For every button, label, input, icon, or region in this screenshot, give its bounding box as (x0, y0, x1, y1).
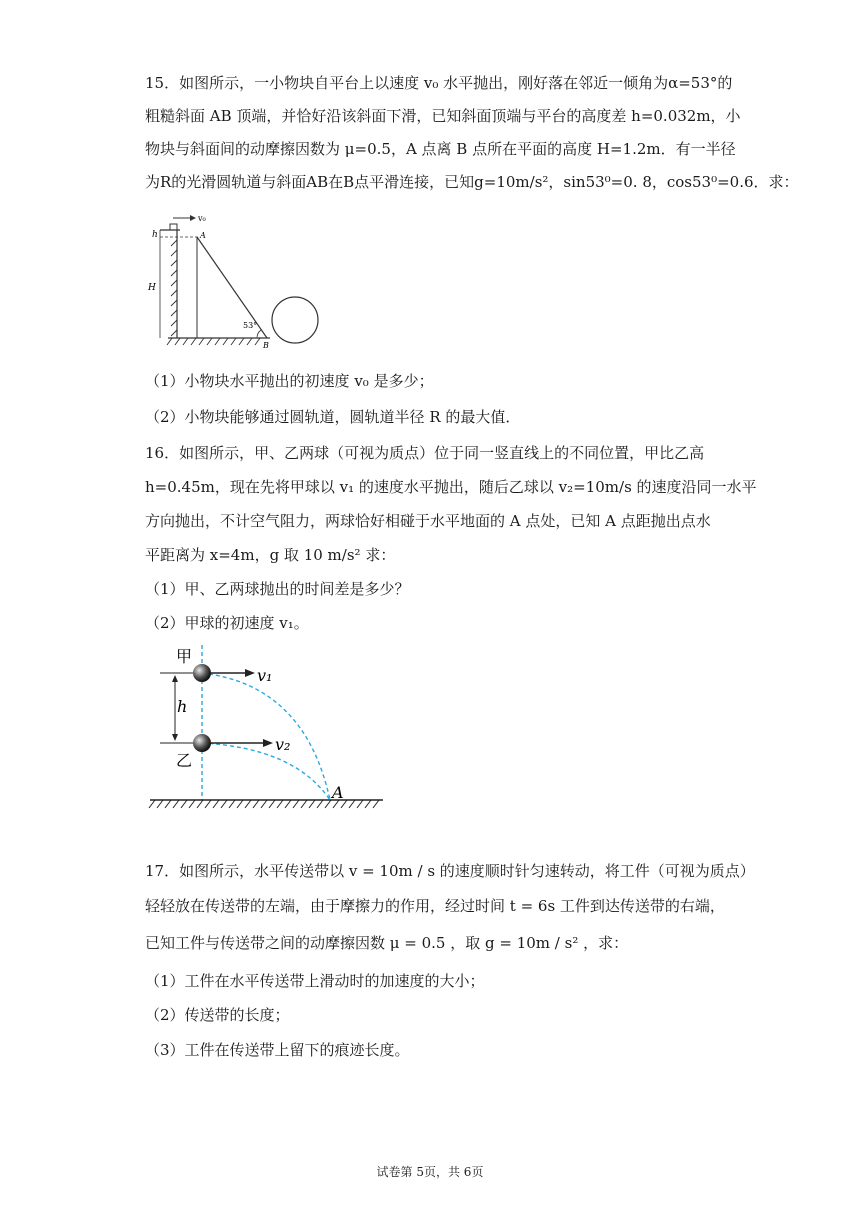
q17-sub-2: （2）传送带的长度； (145, 1006, 290, 1024)
q15-line-4: 为R的光滑圆轨道与斜面AB在B点平滑连接，已知g=10m/s²，sin53⁰=0. 8，cos53⁰=0.6．求： (145, 173, 799, 191)
page-footer: 试卷第 5页，共 6页 (376, 1165, 484, 1179)
q16-label-v2: v₂ (275, 735, 291, 754)
q15-sub-2: （2）小物块能够通过圆轨道，圆轨道半径 R 的最大值． (145, 408, 521, 426)
q16-line-4: 平距离为 x=4m，g 取 10 m/s² 求： (145, 546, 396, 564)
q15-line-2: 粗糙斜面 AB 顶端，并恰好沿该斜面下滑，已知斜面顶端与平台的高度差 h=0.032m，小 (145, 107, 741, 125)
q15-label-B: B (263, 341, 269, 350)
q15-label-A: A (200, 231, 206, 240)
q17-line-3: 已知工件与传送带之间的动摩擦因数 μ = 0.5 ，取 g = 10m / s² ，求： (145, 934, 629, 952)
q15-line-3: 物块与斜面间的动摩擦因数为 μ=0.5，A 点离 B 点所在平面的高度 H=1.2m．有一半径 (145, 140, 736, 158)
q15-label-h: h (152, 230, 158, 240)
q15-sub-1: （1）小物块水平抛出的初速度 v₀ 是多少； (145, 372, 434, 390)
q15-label-v0: v₀ (198, 214, 206, 223)
q16-line-2: h=0.45m，现在先将甲球以 v₁ 的速度水平抛出，随后乙球以 v₂=10m/s 的速度沿同一水平 (145, 478, 757, 496)
q17-sub-1: （1）工件在水平传送带上滑动时的加速度的大小； (145, 972, 485, 990)
q16-line-3: 方向抛出，不计空气阻力，两球恰好相碰于水平地面的 A 点处，已知 A 点距抛出点水 (145, 512, 711, 530)
q15-label-H: H (148, 283, 156, 293)
q15-line-1: 15．如图所示，一小物块自平台上以速度 v₀ 水平抛出，刚好落在邻近一倾角为α=53°的 (145, 74, 733, 92)
q16-sub-1: （1）甲、乙两球抛出的时间差是多少？ (145, 580, 410, 598)
q15-label-angle: 53° (243, 321, 258, 330)
q15-figure (140, 210, 325, 355)
q16-label-A: A (332, 783, 344, 802)
q16-figure (145, 640, 390, 820)
q16-label-v1: v₁ (257, 666, 273, 685)
q17-line-1: 17．如图所示，水平传送带以 v = 10m / s 的速度顺时针匀速转动，将工件（可视为质点） (145, 862, 755, 880)
q16-sub-2: （2）甲球的初速度 v₁。 (145, 614, 309, 632)
q16-trajectory-jia (202, 673, 330, 800)
q17-line-2: 轻轻放在传送带的左端，由于摩擦力的作用，经过时间 t = 6s 工件到达传送带的右端， (145, 897, 725, 915)
q16-trajectory-yi (202, 743, 330, 800)
q16-ball-yi (193, 734, 211, 752)
q16-label-h: h (177, 697, 188, 716)
q16-label-jia: 甲 (176, 647, 193, 666)
q16-ball-jia (193, 664, 211, 682)
q16-label-yi: 乙 (176, 751, 193, 770)
q17-sub-3: （3）工件在传送带上留下的痕迹长度。 (145, 1041, 410, 1059)
q16-line-1: 16．如图所示，甲、乙两球（可视为质点）位于同一竖直线上的不同位置，甲比乙高 (145, 444, 705, 462)
